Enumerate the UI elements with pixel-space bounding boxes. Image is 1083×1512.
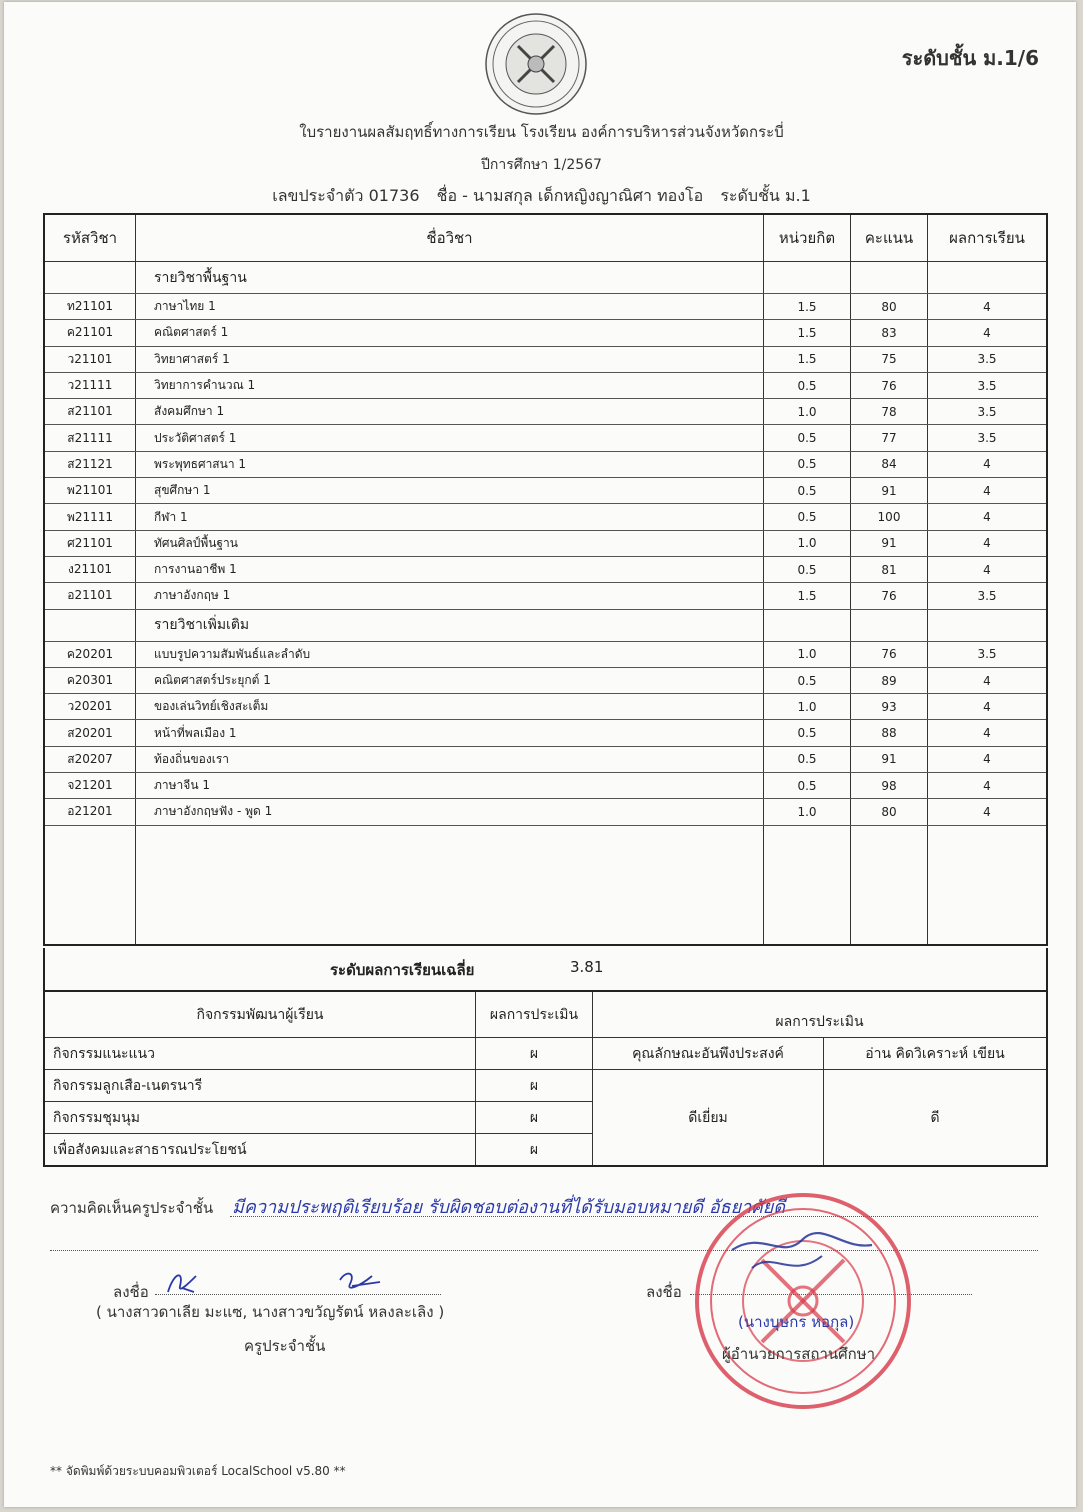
activity-result: ผ: [476, 1038, 593, 1070]
characteristics-result: ดีเยี่ยม: [593, 1070, 824, 1167]
empty-cell: [764, 262, 851, 294]
group-title: รายวิชาพื้นฐาน: [136, 262, 764, 294]
subject-credits: 1.0: [764, 694, 851, 720]
subject-credits: 0.5: [764, 372, 851, 398]
subject-code: ส21121: [44, 451, 136, 477]
subject-grade: 4: [928, 746, 1048, 772]
subject-grade: 4: [928, 294, 1048, 320]
subject-score: 100: [851, 504, 928, 530]
activity-name: เพื่อสังคมและสาธารณประโยชน์: [44, 1134, 476, 1167]
signature-label-right: ลงชื่อ: [646, 1283, 682, 1301]
grades-body: [44, 262, 1047, 945]
subject-name: คณิตศาสตร์ประยุกต์ 1: [136, 667, 764, 693]
subject-score: 83: [851, 320, 928, 346]
subject-score: 81: [851, 556, 928, 582]
subject-code: ท21101: [44, 294, 136, 320]
empty-cell: [851, 262, 928, 294]
col-grade: ผลการเรียน: [928, 214, 1048, 262]
empty-cell: [44, 609, 136, 641]
subject-grade: 4: [928, 530, 1048, 556]
empty-cell: [764, 609, 851, 641]
academic-year: ปีการศึกษา 1/2567: [481, 157, 602, 173]
subject-code: ส21101: [44, 399, 136, 425]
subject-name: ท้องถิ่นของเรา: [136, 746, 764, 772]
subject-name: การงานอาชีพ 1: [136, 556, 764, 582]
subject-grade: 3.5: [928, 425, 1048, 451]
subject-code: ว20201: [44, 694, 136, 720]
characteristics-header: คุณลักษณะอันพึงประสงค์: [593, 1038, 824, 1070]
subject-credits: 0.5: [764, 451, 851, 477]
empty-cell: [928, 609, 1048, 641]
subject-name: พระพุทธศาสนา 1: [136, 451, 764, 477]
subject-score: 91: [851, 746, 928, 772]
empty-cell: [764, 825, 851, 945]
grades-table: [43, 213, 1048, 946]
subject-credits: 0.5: [764, 425, 851, 451]
table-row: [44, 720, 1047, 746]
gpa-value: 3.81: [570, 958, 604, 976]
table-row: [44, 799, 1047, 825]
subject-code: ค20201: [44, 641, 136, 667]
table-row: [44, 504, 1047, 530]
subject-name: ภาษาอังกฤษ 1: [136, 583, 764, 609]
subject-credits: 0.5: [764, 504, 851, 530]
table-row: [44, 773, 1047, 799]
activity-name: กิจกรรมลูกเสือ-เนตรนารี: [44, 1070, 476, 1102]
school-seal-logo: [484, 12, 588, 116]
table-row: [44, 294, 1047, 320]
student-name: ชื่อ - นามสกุล เด็กหญิงญาณิศา ทองโอ: [436, 186, 704, 205]
table-row: [44, 530, 1047, 556]
activities-header: กิจกรรมพัฒนาผู้เรียน: [44, 991, 476, 1038]
table-row: [44, 583, 1047, 609]
subject-code: ส21111: [44, 425, 136, 451]
activity-name: กิจกรรมแนะแนว: [44, 1038, 476, 1070]
gpa-row: [43, 948, 1048, 990]
student-id: เลขประจำตัว 01736: [272, 186, 420, 205]
director-title: ผู้อำนวยการสถานศึกษา: [722, 1345, 876, 1363]
subject-credits: 0.5: [764, 667, 851, 693]
reading-result: ดี: [824, 1070, 1048, 1167]
subject-score: 91: [851, 478, 928, 504]
table-row: [44, 399, 1047, 425]
class-level-header: ระดับชั้น ม.1/6: [901, 46, 1039, 70]
subject-grade: 4: [928, 504, 1048, 530]
homeroom-teacher-title: ครูประจำชั้น: [244, 1337, 326, 1355]
table-row: [44, 478, 1047, 504]
subject-name: สุขศึกษา 1: [136, 478, 764, 504]
subject-grade: 4: [928, 556, 1048, 582]
subject-score: 98: [851, 773, 928, 799]
teacher-comment-label: ความคิดเห็นครูประจำชั้น: [50, 1199, 214, 1217]
subject-code: ค20301: [44, 667, 136, 693]
activity-name: กิจกรรมชุมนุม: [44, 1102, 476, 1134]
subject-name: ภาษาไทย 1: [136, 294, 764, 320]
subject-name: ประวัติศาสตร์ 1: [136, 425, 764, 451]
student-level: ระดับชั้น ม.1: [720, 186, 811, 205]
subject-credits: 0.5: [764, 773, 851, 799]
subject-name: ของเล่นวิทย์เชิงสะเต็ม: [136, 694, 764, 720]
subject-score: 84: [851, 451, 928, 477]
table-row: [44, 556, 1047, 582]
group-header-row: [44, 609, 1047, 641]
subject-grade: 4: [928, 478, 1048, 504]
subject-name: วิทยาศาสตร์ 1: [136, 346, 764, 372]
empty-cell: [928, 262, 1048, 294]
subject-code: อ21101: [44, 583, 136, 609]
empty-cell: [44, 262, 136, 294]
subject-grade: 3.5: [928, 346, 1048, 372]
activities-table: [43, 990, 1048, 1167]
activity-result: ผ: [476, 1134, 593, 1167]
table-row: [44, 641, 1047, 667]
evaluation-header: ผลการประเมิน: [593, 991, 1048, 1038]
subject-code: ส20201: [44, 720, 136, 746]
subject-score: 76: [851, 641, 928, 667]
group-title: รายวิชาเพิ่มเติม: [136, 609, 764, 641]
subject-name: คณิตศาสตร์ 1: [136, 320, 764, 346]
subject-credits: 0.5: [764, 556, 851, 582]
subject-credits: 1.5: [764, 320, 851, 346]
official-red-stamp: [692, 1190, 914, 1412]
activities-eval-header: ผลการประเมิน: [476, 991, 593, 1038]
subject-code: ศ21101: [44, 530, 136, 556]
subject-score: 88: [851, 720, 928, 746]
subject-score: 76: [851, 583, 928, 609]
table-row: [44, 346, 1047, 372]
grades-header-row: [44, 214, 1047, 262]
subject-code: พ21111: [44, 504, 136, 530]
gpa-label: ระดับผลการเรียนเฉลี่ย: [330, 961, 475, 979]
subject-score: 75: [851, 346, 928, 372]
student-info: [0, 184, 1083, 209]
col-score: คะแนน: [851, 214, 928, 262]
teacher-comment-handwriting: มีความประพฤติเรียบร้อย รับผิดชอบต่องานที่ได้รับมอบหมายดี อัธยาศัยดี: [232, 1197, 785, 1218]
subject-credits: 1.5: [764, 294, 851, 320]
subject-name: กีฬา 1: [136, 504, 764, 530]
subject-grade: 3.5: [928, 641, 1048, 667]
subject-grade: 3.5: [928, 399, 1048, 425]
activity-result: ผ: [476, 1070, 593, 1102]
reading-header: อ่าน คิดวิเคราะห์ เขียน: [824, 1038, 1048, 1070]
subject-score: 80: [851, 799, 928, 825]
subject-credits: 1.0: [764, 399, 851, 425]
report-title: ใบรายงานผลสัมฤทธิ์ทางการเรียน โรงเรียน องค์การบริหารส่วนจังหวัดกระบี่: [299, 123, 784, 141]
subject-score: 78: [851, 399, 928, 425]
subject-name: ทัศนศิลป์พื้นฐาน: [136, 530, 764, 556]
subject-name: ภาษาจีน 1: [136, 773, 764, 799]
subject-code: ง21101: [44, 556, 136, 582]
subject-grade: 4: [928, 451, 1048, 477]
subject-name: ภาษาอังกฤษฟัง - พูด 1: [136, 799, 764, 825]
subject-code: ค21101: [44, 320, 136, 346]
subject-name: แบบรูปความสัมพันธ์และลำดับ: [136, 641, 764, 667]
empty-cell: [851, 609, 928, 641]
subject-grade: 4: [928, 694, 1048, 720]
empty-cell: [851, 825, 928, 945]
activity-result: ผ: [476, 1102, 593, 1134]
table-row: [44, 320, 1047, 346]
subject-grade: 3.5: [928, 372, 1048, 398]
subject-grade: 4: [928, 667, 1048, 693]
subject-code: ส20207: [44, 746, 136, 772]
blank-rows: [44, 825, 1047, 945]
subject-score: 76: [851, 372, 928, 398]
subject-score: 80: [851, 294, 928, 320]
subject-credits: 0.5: [764, 478, 851, 504]
subject-credits: 1.5: [764, 583, 851, 609]
teacher-signatures: [160, 1262, 390, 1302]
subject-code: จ21201: [44, 773, 136, 799]
empty-cell: [928, 825, 1048, 945]
col-subject: ชื่อวิชา: [136, 214, 764, 262]
table-row: [44, 372, 1047, 398]
director-name: (นางบุษกร หอกุล): [738, 1313, 855, 1331]
group-header-row: [44, 262, 1047, 294]
subject-name: สังคมศึกษา 1: [136, 399, 764, 425]
subject-credits: 1.0: [764, 530, 851, 556]
signature-label-left: ลงชื่อ: [113, 1283, 149, 1301]
subject-grade: 4: [928, 320, 1048, 346]
subject-name: วิทยาการคำนวณ 1: [136, 372, 764, 398]
subject-grade: 3.5: [928, 583, 1048, 609]
subject-credits: 0.5: [764, 720, 851, 746]
subject-code: อ21201: [44, 799, 136, 825]
subject-code: ว21111: [44, 372, 136, 398]
subject-grade: 4: [928, 773, 1048, 799]
table-row: [44, 451, 1047, 477]
subject-grade: 4: [928, 799, 1048, 825]
subject-credits: 0.5: [764, 746, 851, 772]
subject-credits: 1.0: [764, 799, 851, 825]
subject-grade: 4: [928, 720, 1048, 746]
subject-credits: 1.0: [764, 641, 851, 667]
col-credits: หน่วยกิต: [764, 214, 851, 262]
table-row: [44, 746, 1047, 772]
subject-name: หน้าที่พลเมือง 1: [136, 720, 764, 746]
subject-score: 91: [851, 530, 928, 556]
subject-score: 93: [851, 694, 928, 720]
subject-score: 89: [851, 667, 928, 693]
table-row: [44, 425, 1047, 451]
empty-cell: [44, 825, 136, 945]
table-row: [44, 667, 1047, 693]
subject-score: 77: [851, 425, 928, 451]
subject-credits: 1.5: [764, 346, 851, 372]
subject-code: ว21101: [44, 346, 136, 372]
table-row: [44, 694, 1047, 720]
col-code: รหัสวิชา: [44, 214, 136, 262]
printed-by-footer: ** จัดพิมพ์ด้วยระบบคอมพิวเตอร์ LocalSchool v5.80 **: [50, 1464, 346, 1478]
empty-cell: [136, 825, 764, 945]
subject-code: พ21101: [44, 478, 136, 504]
teacher-names: ( นางสาวดาเลีย มะแซ, นางสาวขวัญรัตน์ หลงละเลิง ): [96, 1303, 445, 1321]
